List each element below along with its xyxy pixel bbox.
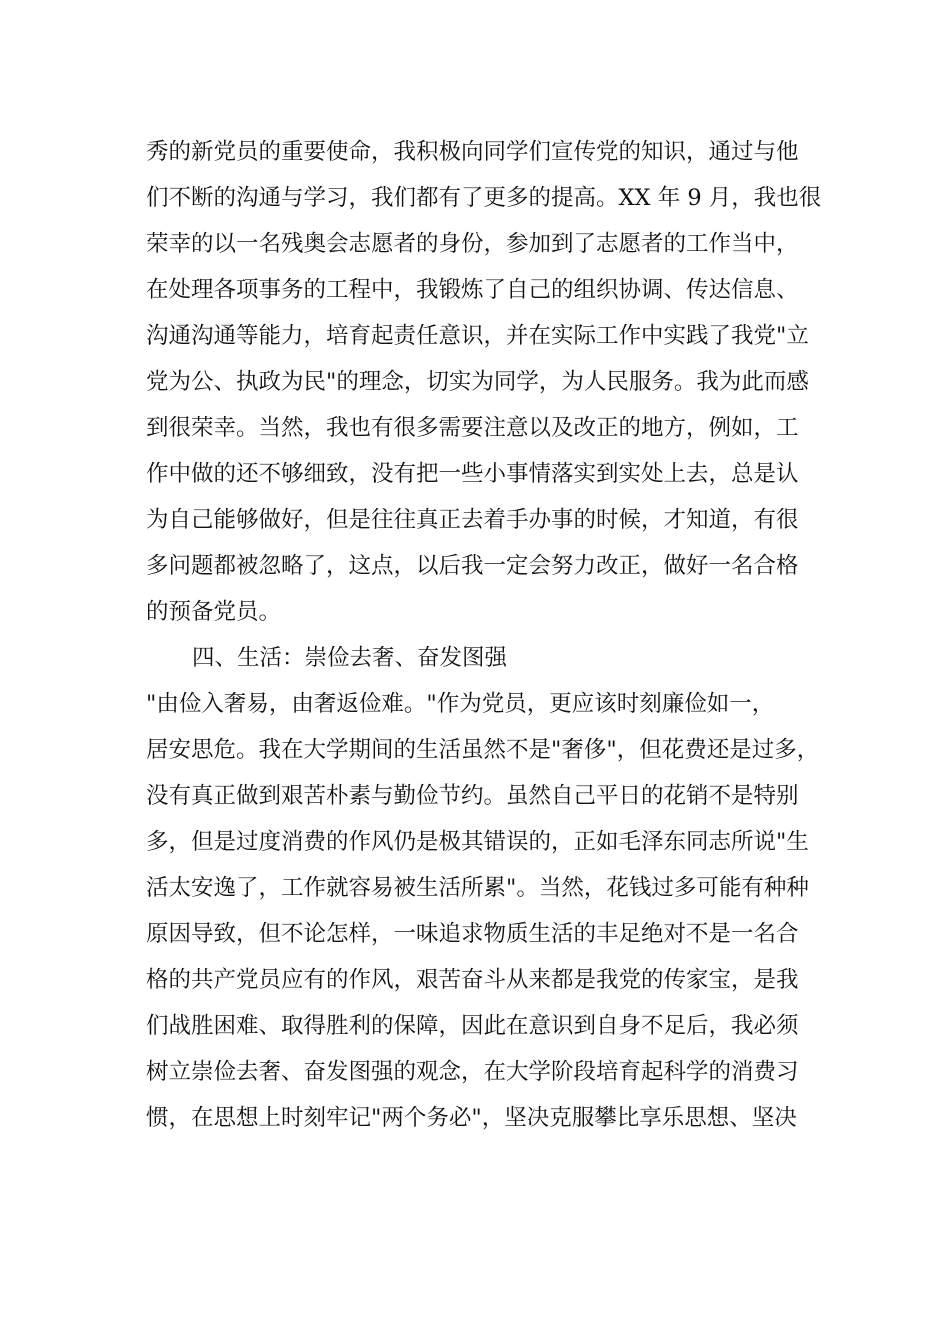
text-line: 活太安逸了，工作就容易被生活所累"。当然，花钱过多可能有种种 — [146, 875, 809, 901]
text-line: 党为公、执政为民"的理念，切实为同学，为人民服务。我为此而感 — [146, 369, 809, 395]
text-line: 秀的新党员的重要使命，我积极向同学们宣传党的知识，通过与他 — [146, 139, 799, 165]
text-line: "由俭入奢易，由奢返俭难。"作为党员，更应该时刻廉俭如一， — [146, 691, 775, 717]
text-line: 多问题都被忽略了，这点，以后我一定会努力改正，做好一名合格 — [146, 553, 799, 579]
text-line: 的预备党员。 — [146, 599, 282, 625]
section-heading: 四、生活：崇俭去奢、奋发图强 — [192, 645, 508, 671]
text-line: 居安思危。我在大学期间的生活虽然不是"奢侈"，但花费还是过多， — [146, 737, 820, 763]
text-line: 为自己能够做好，但是往往真正去着手办事的时候，才知道，有很 — [146, 507, 799, 533]
text-line: 们战胜困难、取得胜利的保障，因此在意识到自身不足后，我必须 — [146, 1013, 799, 1039]
text-line: 作中做的还不够细致，没有把一些小事情落实到实处上去，总是认 — [146, 461, 799, 487]
text-line: 到很荣幸。当然，我也有很多需要注意以及改正的地方，例如，工 — [146, 415, 799, 441]
text-line: 没有真正做到艰苦朴素与勤俭节约。虽然自己平日的花销不是特别 — [146, 783, 799, 809]
text-line: 原因导致，但不论怎样，一味追求物质生活的丰足绝对不是一名合 — [146, 921, 799, 947]
text-line: 们不断的沟通与学习，我们都有了更多的提高。XX 年 9 月，我也很 — [146, 185, 822, 211]
text-line: 树立崇俭去奢、奋发图强的观念，在大学阶段培育起科学的消费习 — [146, 1059, 799, 1085]
text-line: 沟通沟通等能力，培育起责任意识，并在实际工作中实践了我党"立 — [146, 323, 809, 349]
text-line: 荣幸的以一名残奥会志愿者的身份，参加到了志愿者的工作当中， — [146, 231, 799, 257]
text-line: 格的共产党员应有的作风，艰苦奋斗从来都是我党的传家宝，是我 — [146, 967, 799, 993]
text-line: 在处理各项事务的工程中，我锻炼了自己的组织协调、传达信息、 — [146, 277, 799, 303]
text-line: 多，但是过度消费的作风仍是极其错误的，正如毛泽东同志所说"生 — [146, 829, 809, 855]
text-line: 惯，在思想上时刻牢记"两个务必"，坚决克服攀比享乐思想、坚决 — [146, 1105, 797, 1131]
